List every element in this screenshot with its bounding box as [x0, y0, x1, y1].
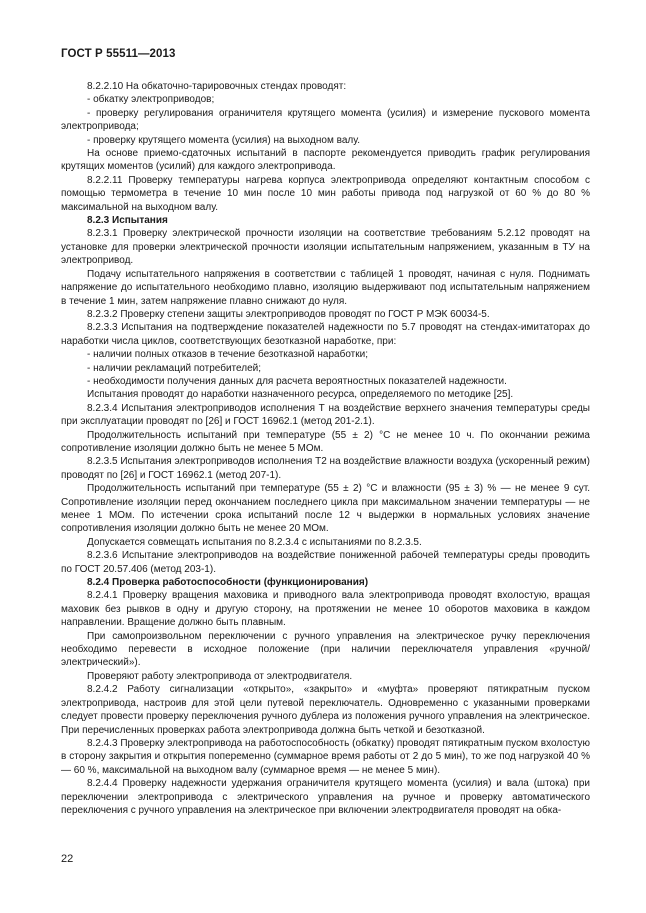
paragraph: 8.2.4.2 Работу сигнализации «открыто», «закрыто» и «муфта» проверяют пятикратным пуском электропривода, настроив для этой цели путевой переключатель. Одновременно с указанными проверками следует провести проверку переключения ручного дублера из положения ручного управления на электрическое. При перечисленных проверках работа электропривода должна быть четкой и безотказной. — [61, 684, 590, 736]
paragraph: 8.2.3.3 Испытания на подтверждение показателей надежности по 5.7 проводят на стендах-имитаторах до наработки числа циклов, соответствующих безотказной наработке, при: — [61, 322, 590, 347]
paragraph: 8.2.3.4 Испытания электроприводов исполнения Т на воздействие верхнего значения температуры среды при эксплуатации проводят по [26] и ГОСТ 16962.1 (метод 201-2.1). — [61, 402, 590, 428]
paragraph: 8.2.4.3 Проверку электропривода на работоспособность (обкатку) проводят пятикратным пуском вхолостую в сторону закрытия и открытия попеременно (суммарное время работы от 2 до 5 мин), то же под нагрузкой 40 % — 60 %, максимальной на выходном валу (суммарное время — не менее 5 мин). — [61, 737, 591, 776]
section-heading: 8.2.4 Проверка работоспособности (функционирования) — [87, 577, 369, 589]
paragraph: 8.2.3.2 Проверку степени защиты электроприводов проводят по ГОСТ Р МЭК 60034-5. — [87, 308, 490, 320]
section-heading: 8.2.3 Испытания — [87, 215, 168, 227]
paragraph: Продолжительность испытаний при температуре (55 ± 2) °С и влажности (95 ± 3) % — не менее 9 сут. Сопротивление изоляции перед окончанием последнего цикла при максимальном значении температуры — не менее 1 МОм. По истечении срока испытаний после 12 ч выдержки в нормальных условиях значение сопротивления изоляции должно быть не менее 20 МОм. — [61, 483, 590, 535]
paragraph: Допускается совмещать испытания по 8.2.3.4 с испытаниями по 8.2.3.5. — [87, 536, 422, 548]
paragraph: 8.2.4.1 Проверку вращения маховика и приводного вала электропривода проводят вхолостую, вращая маховик без рывков в одну и другую сторону, на протяжении не менее 10 оборотов маховика в каждом направлении. Вращение должно быть плавным. — [61, 590, 590, 629]
page-number: 22 — [61, 853, 74, 865]
document-body — [61, 80, 590, 817]
paragraph: Продолжительность испытаний при температуре (55 ± 2) °С не менее 10 ч. По окончании режима сопротивление изоляции должно быть не менее 5 МОм. — [61, 429, 590, 454]
paragraph: 8.2.4.4 Проверку надежности удержания ограничителя крутящего момента (усилия) и вала (штока) при переключении электропривода с электрического управления на ручное и проверку автоматического переключения с ручного управления на электрическое при включении электродвигателя проводят на обка- — [61, 778, 590, 816]
document-header: ГОСТ Р 55511—2013 — [61, 48, 176, 60]
list-item: - обкатку электроприводов; — [87, 94, 215, 106]
list-item: - наличии рекламаций потребителей; — [87, 362, 262, 374]
paragraph: 8.2.3.6 Испытание электроприводов на воздействие пониженной рабочей температуры среды проводить по ГОСТ 20.57.406 (метод 203-1). — [61, 550, 590, 575]
paragraph: На основе приемо-сдаточных испытаний в паспорте рекомендуется приводить график регулирования крутящих моментов (усилий) для каждого электропривода. — [61, 148, 590, 173]
paragraph: 8.2.3.5 Испытания электроприводов исполнения Т2 на воздействие влажности воздуха (ускоренный режим) проводят по [26] и ГОСТ 16962.1 (метод 207-1). — [61, 456, 590, 481]
list-item: - проверку крутящего момента (усилия) на выходном валу. — [87, 134, 360, 146]
paragraph: 8.2.2.10 На обкаточно-тарировочных стендах проводят: — [87, 81, 347, 92]
list-item: - необходимости получения данных для расчета вероятностных показателей надежности. — [87, 375, 507, 387]
paragraph: При самопроизвольном переключении с ручного управления на электрическое ручку переключения необходимо перевести в исходное положение (при наличии переключателя управления «ручной/электрический»). — [61, 630, 590, 669]
paragraph: 8.2.2.11 Проверку температуры нагрева корпуса электропривода определяют контактным способом с помощью термометра в течение 10 мин после 10 мин работы привода под нагрузкой от 60 % до 80 % максимальной на выходном валу. — [61, 174, 590, 213]
paragraph: Испытания проводят до наработки назначенного ресурса, определяемого по методике [25]. — [87, 389, 514, 401]
paragraph: Проверяют работу электропривода от электродвигателя. — [87, 670, 353, 682]
list-item: - проверку регулирования ограничителя крутящего момента (усилия) и измерение пускового момента электропривода; — [61, 107, 590, 133]
list-item: - наличии полных отказов в течение безотказной наработки; — [87, 349, 368, 361]
paragraph: Подачу испытательного напряжения в соответствии с таблицей 1 проводят, начиная с нуля. Поднимать напряжение до испытательного необходимо плавно, изоляцию выдерживают под испытательным напряжением в течение 1 мин, затем напряжение плавно снижают до нуля. — [61, 268, 590, 307]
paragraph: 8.2.3.1 Проверку электрической прочности изоляции на соответствие требованиям 5.2.12 проводят на установке для проверки электрической прочности изоляции испытательным напряжением, указанным в ТУ на электропривод. — [61, 228, 590, 267]
